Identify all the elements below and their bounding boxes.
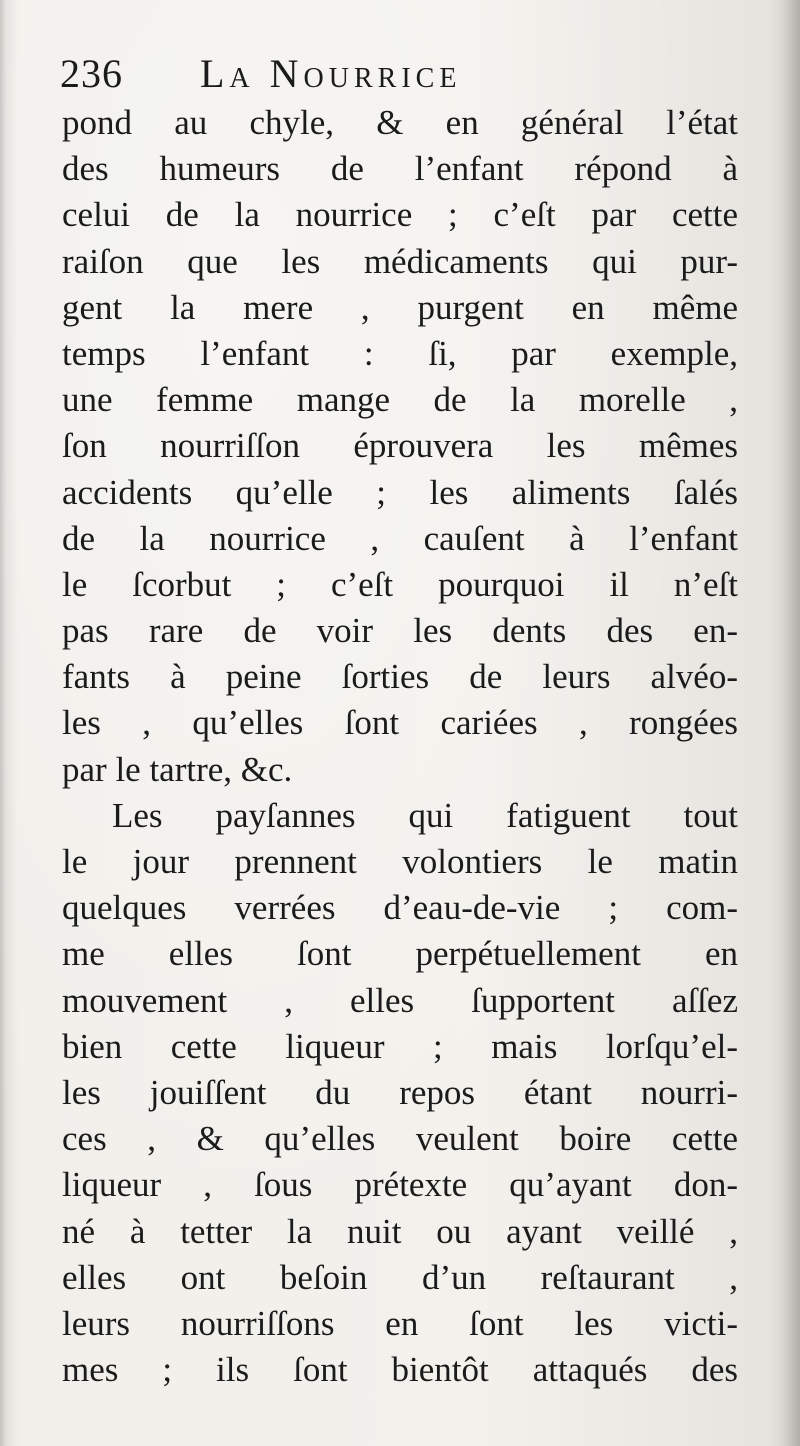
text-line: ces , & qu’elles veulent boire cette: [62, 1119, 738, 1159]
text-line: raiſon que les médicaments qui pur-: [62, 241, 738, 281]
running-header: [60, 48, 740, 100]
text-line: temps l’enfant : ſi, par exemple,: [62, 333, 738, 373]
text-line: gent la mere , purgent en même: [62, 287, 738, 327]
text-line: liqueur , ſous prétexte qu’ayant don-: [62, 1165, 738, 1205]
text-line: les jouiſſent du repos étant nourri-: [62, 1072, 738, 1112]
text-line: fants à peine ſorties de leurs alvéo-: [62, 657, 738, 697]
text-line: de la nourrice , cauſent à l’enfant: [62, 518, 738, 558]
text-line: accidents qu’elle ; les aliments ſalés: [62, 472, 738, 512]
text-line: le ſcorbut ; c’eſt pourquoi il n’eſt: [62, 564, 738, 604]
text-line: le jour prennent volontiers le matin: [62, 842, 738, 881]
text-line: leurs nourriſſons en ſont les victi-: [62, 1303, 738, 1343]
text-line: mouvement , elles ſupportent aſſez: [62, 980, 738, 1020]
page-number: 236: [60, 51, 123, 96]
text-line: quelques verrées d’eau-de-vie ; com-: [62, 888, 738, 928]
text-line: des humeurs de l’enfant répond à: [62, 149, 738, 189]
text-line: elles ont beſoin d’un reſtaurant ,: [62, 1257, 738, 1297]
text-line: les , qu’elles ſont cariées , rongées: [62, 703, 738, 743]
running-title: La Nourrice: [200, 51, 462, 96]
text-line: me elles ſont perpétuellement en: [62, 934, 738, 974]
text-line: né à tetter la nuit ou ayant veillé ,: [62, 1211, 738, 1251]
text-line: bien cette liqueur ; mais lorſqu’el-: [62, 1026, 738, 1066]
page-gutter-shadow: [0, 0, 6, 1446]
text-line: mes ; ils ſont bientôt attaqués des: [62, 1350, 738, 1390]
page-edge-shadow: [782, 0, 800, 1446]
text-line: par le tartre, &c.: [62, 749, 293, 789]
text-line: celui de la nourrice ; c’eſt par cette: [62, 195, 738, 235]
body-text: [62, 100, 738, 1393]
text-line: Les payſannes qui fatiguent tout: [112, 795, 738, 835]
text-line: pond au chyle, & en général l’état: [62, 103, 738, 142]
text-line: une femme mange de la morelle ,: [62, 380, 738, 420]
text-line: ſon nourriſſon éprouvera les mêmes: [62, 426, 738, 466]
text-line: pas rare de voir les dents des en-: [62, 611, 738, 651]
